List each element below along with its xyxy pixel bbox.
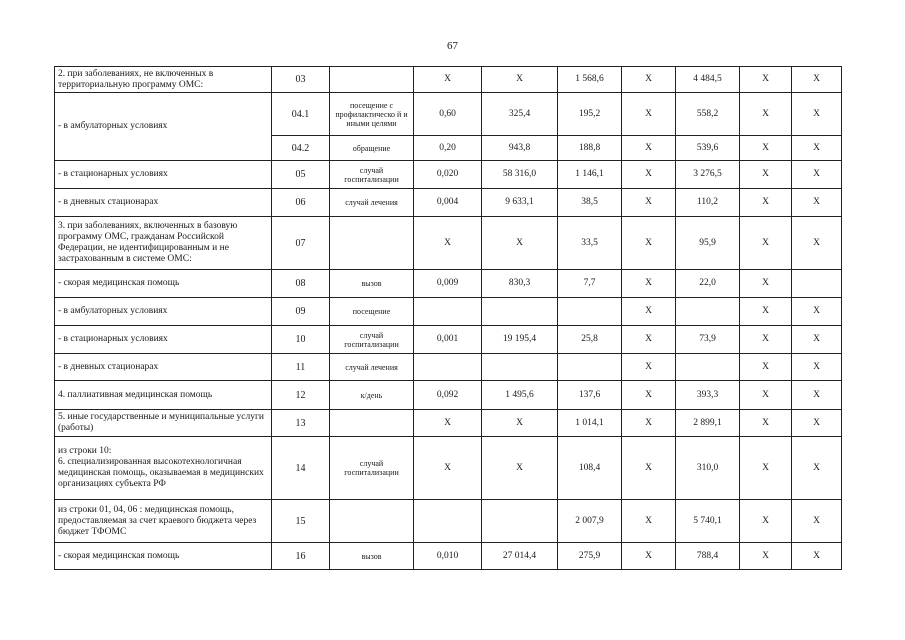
row-unit: случай госпитализации (330, 326, 414, 354)
cell-col8: 539,6 (676, 136, 740, 161)
row-code: 03 (272, 67, 330, 93)
cell-col9: Х (740, 381, 792, 410)
cell-col10: Х (792, 326, 842, 354)
row-unit (330, 217, 414, 270)
row-name: - в дневных стационарах (55, 354, 272, 381)
cell-col10: Х (792, 67, 842, 93)
cell-col7: Х (622, 189, 676, 217)
cell-col9: Х (740, 217, 792, 270)
cell-col7: Х (622, 298, 676, 326)
cell-col6 (558, 298, 622, 326)
cell-col9: Х (740, 437, 792, 500)
row-name: 2. при заболеваниях, не включенных в территориальную программу ОМС: (55, 67, 272, 93)
cell-col8: 73,9 (676, 326, 740, 354)
table-row (55, 93, 842, 136)
cell-col5 (482, 354, 558, 381)
cell-col6: 25,8 (558, 326, 622, 354)
row-unit: к/день (330, 381, 414, 410)
row-code: 12 (272, 381, 330, 410)
cell-col4: Х (414, 217, 482, 270)
cell-col6: 1 014,1 (558, 410, 622, 437)
row-code: 10 (272, 326, 330, 354)
row-code: 15 (272, 500, 330, 543)
cell-col5: 58 316,0 (482, 161, 558, 189)
cell-col7: Х (622, 93, 676, 136)
cell-col7: Х (622, 410, 676, 437)
row-name: - скорая медицинская помощь (55, 543, 272, 570)
cell-col4: 0,20 (414, 136, 482, 161)
cell-col5: 325,4 (482, 93, 558, 136)
cell-col4: Х (414, 437, 482, 500)
cell-col9: Х (740, 326, 792, 354)
row-name: - в стационарных условиях (55, 326, 272, 354)
cell-col4: 0,60 (414, 93, 482, 136)
cell-col8 (676, 298, 740, 326)
cell-col10: Х (792, 500, 842, 543)
cell-col7: Х (622, 437, 676, 500)
cell-col4: 0,092 (414, 381, 482, 410)
cell-col9: Х (740, 67, 792, 93)
row-code: 08 (272, 270, 330, 298)
row-name: 5. иные государственные и муниципальные услуги (работы) (55, 410, 272, 437)
cell-col8: 788,4 (676, 543, 740, 570)
row-name: - в дневных стационарах (55, 189, 272, 217)
cell-col7: Х (622, 381, 676, 410)
table-row (55, 381, 842, 410)
cell-col9: Х (740, 298, 792, 326)
cell-col9: Х (740, 189, 792, 217)
cell-col10: Х (792, 217, 842, 270)
cell-col4: 0,010 (414, 543, 482, 570)
table-row (55, 326, 842, 354)
cell-col8: 558,2 (676, 93, 740, 136)
cell-col6 (558, 354, 622, 381)
cell-col5: 943,8 (482, 136, 558, 161)
cell-col5 (482, 500, 558, 543)
cell-col7: Х (622, 67, 676, 93)
cell-col8: 393,3 (676, 381, 740, 410)
cell-col6: 33,5 (558, 217, 622, 270)
row-unit: случай лечения (330, 189, 414, 217)
cell-col8: 3 276,5 (676, 161, 740, 189)
row-unit: посещение (330, 298, 414, 326)
page-number: 67 (447, 40, 458, 52)
row-unit: вызов (330, 270, 414, 298)
cell-col6: 188,8 (558, 136, 622, 161)
cell-col7: Х (622, 326, 676, 354)
cell-col5: Х (482, 410, 558, 437)
cell-col7: Х (622, 161, 676, 189)
cell-col9: Х (740, 93, 792, 136)
cell-col7: Х (622, 543, 676, 570)
table-row (55, 270, 842, 298)
cell-col4 (414, 298, 482, 326)
row-name: - скорая медицинская помощь (55, 270, 272, 298)
table-row (55, 543, 842, 570)
table-row (55, 67, 842, 93)
cell-col5 (482, 298, 558, 326)
table-row (55, 161, 842, 189)
cell-col10: Х (792, 543, 842, 570)
cell-col6: 195,2 (558, 93, 622, 136)
table-row (55, 354, 842, 381)
row-unit (330, 500, 414, 543)
cell-col10 (792, 270, 842, 298)
cell-col9: Х (740, 500, 792, 543)
cell-col10: Х (792, 136, 842, 161)
cell-col4: 0,020 (414, 161, 482, 189)
row-name: 4. паллиативная медицинская помощь (55, 381, 272, 410)
cell-col6: 7,7 (558, 270, 622, 298)
cell-col4 (414, 500, 482, 543)
cell-col4: 0,009 (414, 270, 482, 298)
row-code: 05 (272, 161, 330, 189)
row-unit: вызов (330, 543, 414, 570)
cell-col9: Х (740, 136, 792, 161)
cell-col6: 2 007,9 (558, 500, 622, 543)
cell-col6: 1 146,1 (558, 161, 622, 189)
cell-col10: Х (792, 161, 842, 189)
row-unit: случай госпитализации (330, 437, 414, 500)
cell-col9: Х (740, 354, 792, 381)
cell-col5: Х (482, 67, 558, 93)
row-code: 14 (272, 437, 330, 500)
cell-col5: Х (482, 217, 558, 270)
cell-col10: Х (792, 437, 842, 500)
table-row (55, 437, 842, 500)
cell-col10: Х (792, 189, 842, 217)
cell-col10: Х (792, 298, 842, 326)
row-code: 16 (272, 543, 330, 570)
row-name: из строки 10: 6. специализированная высокотехнологичная медицинская помощь, оказываемая в медицинских организациях субъекта РФ (55, 437, 272, 500)
cell-col4: Х (414, 67, 482, 93)
row-name: из строки 01, 04, 06 : медицинская помощь, предоставляемая за счет краевого бюджета через бюджет ТФОМС (55, 500, 272, 543)
cell-col7: Х (622, 500, 676, 543)
row-unit (330, 67, 414, 93)
table-row (55, 298, 842, 326)
cell-col7: Х (622, 354, 676, 381)
cell-col5: Х (482, 437, 558, 500)
row-code: 11 (272, 354, 330, 381)
cell-col6: 108,4 (558, 437, 622, 500)
cell-col9: Х (740, 543, 792, 570)
row-unit: случай лечения (330, 354, 414, 381)
row-name: - в стационарных условиях (55, 161, 272, 189)
cell-col8: 5 740,1 (676, 500, 740, 543)
cell-col5: 9 633,1 (482, 189, 558, 217)
cell-col7: Х (622, 217, 676, 270)
row-unit: посещение с профилактическо й и иными целями (330, 93, 414, 136)
cell-col4: Х (414, 410, 482, 437)
row-code: 09 (272, 298, 330, 326)
cell-col8: 22,0 (676, 270, 740, 298)
cell-col8: 2 899,1 (676, 410, 740, 437)
cell-col8 (676, 354, 740, 381)
row-code: 06 (272, 189, 330, 217)
row-name: - в амбулаторных условиях (55, 298, 272, 326)
cell-col6: 38,5 (558, 189, 622, 217)
cell-col4: 0,001 (414, 326, 482, 354)
cell-col10: Х (792, 93, 842, 136)
row-code: 04.1 (272, 93, 330, 136)
table-row (55, 189, 842, 217)
cell-col10: Х (792, 410, 842, 437)
row-name: 3. при заболеваниях, включенных в базовую программу ОМС, гражданам Российской Федерации, не идентифицированным и не застрахованным в системе ОМС: (55, 217, 272, 270)
financing-table (54, 66, 842, 570)
cell-col5: 19 195,4 (482, 326, 558, 354)
cell-col4: 0,004 (414, 189, 482, 217)
row-code: 13 (272, 410, 330, 437)
table-row (55, 217, 842, 270)
row-code: 04.2 (272, 136, 330, 161)
row-unit: случай госпитализации (330, 161, 414, 189)
row-unit: обращение (330, 136, 414, 161)
cell-col8: 95,9 (676, 217, 740, 270)
cell-col4 (414, 354, 482, 381)
cell-col7: Х (622, 136, 676, 161)
row-name: - в амбулаторных условиях (55, 93, 272, 161)
cell-col9: Х (740, 161, 792, 189)
cell-col10: Х (792, 381, 842, 410)
cell-col5: 27 014,4 (482, 543, 558, 570)
cell-col8: 4 484,5 (676, 67, 740, 93)
cell-col9: Х (740, 270, 792, 298)
row-code: 07 (272, 217, 330, 270)
cell-col9: Х (740, 410, 792, 437)
cell-col5: 1 495,6 (482, 381, 558, 410)
cell-col8: 110,2 (676, 189, 740, 217)
table-row (55, 410, 842, 437)
cell-col6: 1 568,6 (558, 67, 622, 93)
table-row (55, 500, 842, 543)
cell-col10: Х (792, 354, 842, 381)
row-unit (330, 410, 414, 437)
cell-col6: 137,6 (558, 381, 622, 410)
cell-col7: Х (622, 270, 676, 298)
cell-col6: 275,9 (558, 543, 622, 570)
cell-col5: 830,3 (482, 270, 558, 298)
cell-col8: 310,0 (676, 437, 740, 500)
